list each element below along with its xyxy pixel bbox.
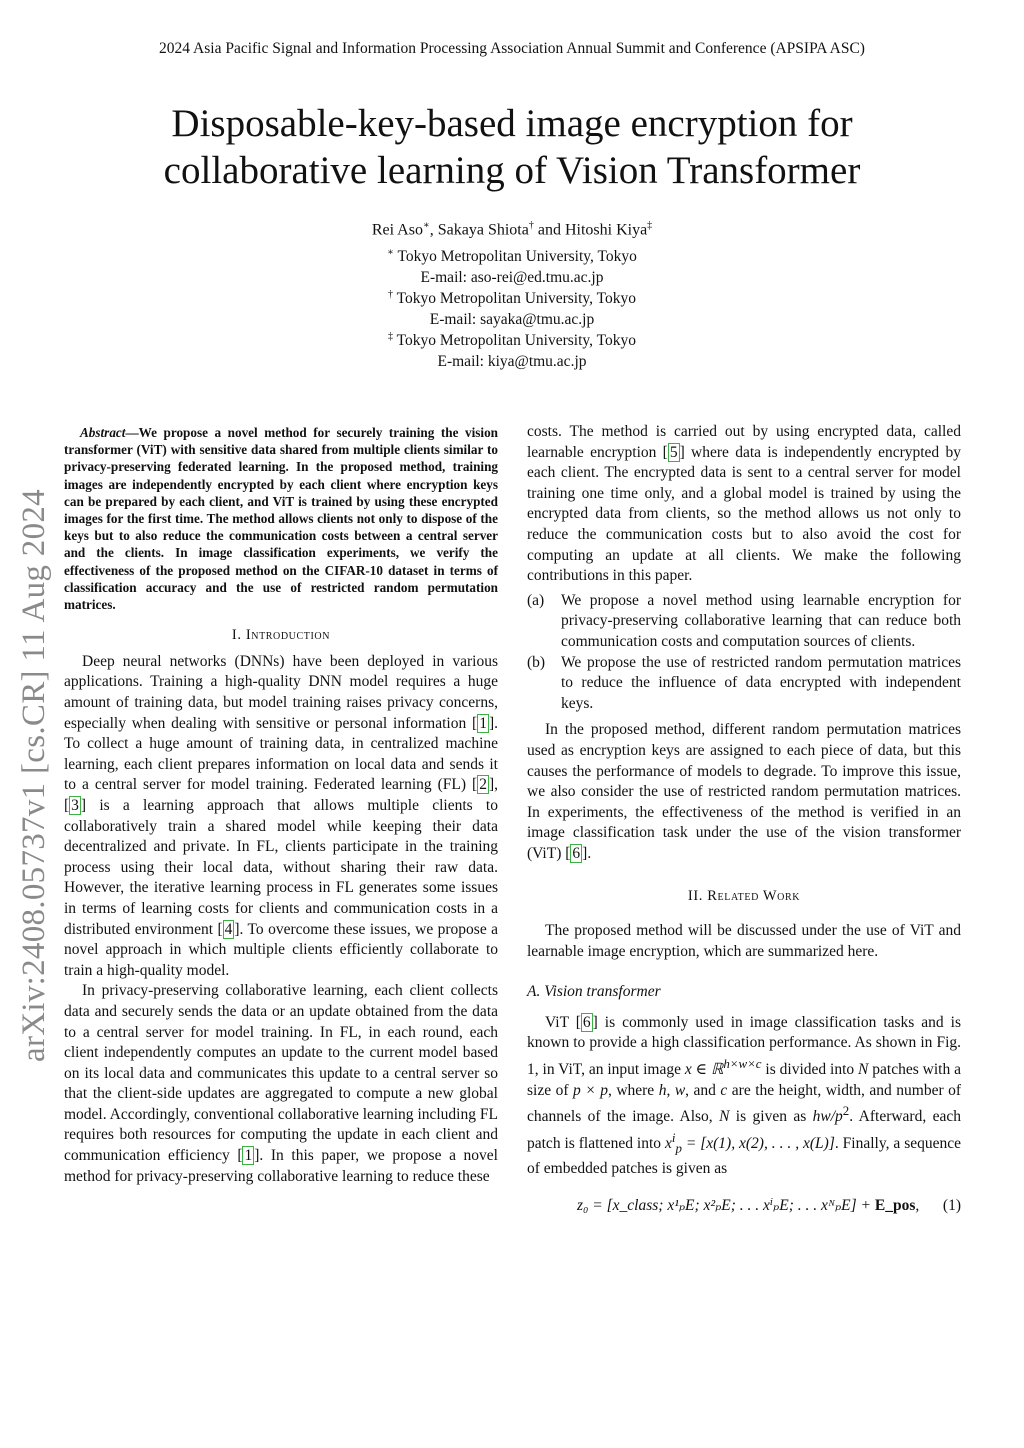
math-inline: = [x(1), x(2), . . . , x(L)] — [681, 1135, 835, 1153]
related-work-intro: The proposed method will be discussed under the use of ViT and learnable image encryption, which are summarized here. — [527, 922, 961, 960]
contribution-list — [527, 591, 961, 715]
text-run: ], [ — [64, 776, 498, 814]
author-joiner: and — [537, 221, 561, 239]
affiliation-mark: ‡ — [388, 331, 394, 342]
section-heading-introduction — [64, 625, 498, 646]
text-run: . Finally, a sequence of embedded patches is given as — [527, 1135, 961, 1177]
math-inline: w — [674, 1081, 686, 1099]
text-run: ] where data is independently encrypted by each client. The encrypted data is sent to a central server for model training one time only, and a global model is trained by using the encrypted data from clients, so the method allows us not only to reduce the communication costs but to also avoid the cost for computing an update at all clients. We make the following contributions in this paper. — [527, 443, 961, 585]
citation-link[interactable]: 3 — [71, 796, 79, 814]
section-heading-related-work — [527, 886, 961, 907]
author-2: Sakaya Shiota — [437, 221, 529, 239]
section-title: Related Work — [707, 888, 801, 905]
list-label: (a) — [527, 591, 545, 609]
text-run: , — [666, 1081, 675, 1099]
section-number: II. — [687, 888, 704, 905]
text-run: In the proposed method, different random permutation matrices used as encryption keys are assigned to each piece of data, but this causes the performance of models to degrade. To improve this issue, we also consider the use of restricted random permutation matrices. In experiments, the effectiveness of the method is verified in an image classification task under the use of the vision transformer (ViT) [ — [527, 721, 961, 862]
section-number: I. — [231, 627, 242, 644]
list-label: (b) — [527, 653, 546, 671]
author-3: Hitoshi Kiya — [564, 221, 648, 239]
affiliation-3 — [0, 326, 1024, 372]
subsection-heading: A. Vision transformer — [527, 983, 661, 1001]
title-line-2: collaborative learning of Vision Transformer — [163, 149, 861, 192]
citation-link[interactable]: 1 — [244, 1147, 253, 1165]
paper-title — [60, 100, 964, 194]
text-run: ]. In this paper, we propose a novel method for privacy-preserving collaborative learning to reduce these — [64, 1147, 498, 1185]
list-item — [527, 591, 961, 653]
affiliation-org: Tokyo Metropolitan University, Tokyo — [397, 248, 637, 266]
citation-link[interactable]: 6 — [572, 844, 581, 862]
math-subscript: p — [675, 1140, 682, 1156]
abstract-body: —We propose a novel method for securely training the vision transformer (ViT) with sensitive data shared from multiple clients similar to privacy-preserving federated learning. In the proposed method, training images are independently encrypted by each client where encryption keys can be prepared by each client, and ViT is trained by using these encrypted images for the first time. The method allows clients not only to dispose of the keys but to also reduce the communication costs between a central server and the clients. In image classification experiments, we verify the effectiveness of the proposed method on the CIFAR-10 dataset in terms of classification accuracy and the use of restricted random permutation matrices. — [64, 425, 498, 613]
text-run: ]. To overcome these issues, we propose a novel approach in which multiple clients efficiently collaborate to train a high-quality model. — [64, 920, 498, 979]
arxiv-identifier: arXiv:2408.05737v1 [cs.CR] 11 Aug 2024 — [16, 489, 52, 1062]
text-run: ] is commonly used in image classification tasks and is known to provide a high classification performance. As shown in Fig. 1, in ViT, an input image — [527, 1013, 961, 1079]
text-run: ViT [ — [545, 1013, 581, 1031]
vit-paragraph — [527, 1013, 961, 1180]
intro-paragraph-1 — [64, 652, 498, 982]
title-line-1: Disposable-key-based image encryption for — [171, 102, 853, 145]
affiliation-email: E-mail: sayaka@tmu.ac.jp — [429, 311, 595, 329]
author-2-mark: † — [528, 220, 534, 231]
citation-link[interactable]: 2 — [479, 776, 487, 794]
abstract-lead: Abstract — [80, 425, 126, 440]
math-inline: x ∈ ℝ — [684, 1061, 724, 1079]
text-run: Deep neural networks (DNNs) have been deployed in various applications. Training a high-quality DNN model requires a huge amount of training data, but model training raises privacy concerns, especially when dealing with sensitive or personal information [ — [64, 652, 498, 732]
math-inline: h — [658, 1081, 667, 1099]
affiliation-email: E-mail: aso-rei@ed.tmu.ac.jp — [420, 269, 604, 287]
affiliation-2 — [0, 284, 1024, 330]
text-run: is given as — [729, 1108, 813, 1126]
math-inline: p × p — [573, 1081, 608, 1099]
affiliation-org: Tokyo Metropolitan University, Tokyo — [396, 332, 636, 350]
math-superscript: i — [671, 1130, 676, 1146]
conference-header: 2024 Asia Pacific Signal and Information Processing Association Annual Summit and Conference (APSIPA ASC) — [159, 40, 865, 57]
citation-link[interactable]: 6 — [582, 1013, 591, 1031]
list-item — [527, 653, 961, 715]
math-inline: x — [664, 1135, 672, 1153]
affiliation-1 — [0, 242, 1024, 288]
equation-1 — [527, 1196, 961, 1217]
list-text: We propose a novel method using learnable encryption for privacy-preserving collaborative learning that can reduce both communication costs and computation sources of clients. — [561, 591, 961, 650]
affiliation-org: Tokyo Metropolitan University, Tokyo — [396, 290, 636, 308]
text-run: ]. — [582, 844, 592, 862]
text-run: costs. The method is carried out by using encrypted data, called learnable encryption [ — [527, 423, 961, 461]
math-inline: c — [720, 1081, 728, 1099]
text-run: ]. To collect a huge amount of training data, in centralized machine learning, each client prepares information on local data and sends it to a central server for model training. Federated learning (FL) [ — [64, 714, 498, 794]
author-3-mark: ‡ — [647, 220, 653, 231]
math-superscript: 2 — [842, 1103, 850, 1119]
equation-tail: , — [915, 1196, 920, 1214]
abstract — [64, 424, 498, 613]
equation-body — [527, 1196, 919, 1217]
text-run: ] is a learning approach that allows multiple clients to collaboratively train a shared model while keeping their data decentralized and private. In FL, clients participate in the training process using their local data, without sharing their raw data. However, the iterative learning process in FL generates some issues in terms of learning costs for clients and communication costs in a distributed environment [ — [64, 796, 498, 938]
contribution-paragraph — [527, 422, 961, 587]
math-inline: hw/p — [812, 1108, 843, 1126]
citation-link[interactable]: 4 — [224, 920, 233, 938]
text-run: patches with a size of — [527, 1061, 961, 1099]
text-run: is divided into — [761, 1061, 859, 1079]
math-superscript: h×w×c — [723, 1056, 762, 1072]
right-column — [527, 422, 961, 1216]
equation-number: (1) — [942, 1196, 961, 1214]
citation-link[interactable]: 5 — [669, 443, 678, 461]
method-paragraph — [527, 720, 961, 864]
text-run: are the height, width, and number of channels of the image. Also, — [527, 1081, 962, 1126]
list-text: We propose the use of restricted random permutation matrices to reduce the influence of data encrypted with independent keys. — [561, 653, 961, 712]
author-1: Rei Aso — [371, 221, 423, 239]
math-inline: N — [719, 1108, 730, 1126]
left-column — [64, 424, 498, 1187]
text-run: , and — [685, 1081, 721, 1099]
equation-bold-term: E_pos — [874, 1196, 916, 1214]
affiliation-email: E-mail: kiya@tmu.ac.jp — [437, 353, 587, 371]
affiliation-mark: ∗ — [387, 247, 394, 258]
math-inline: N — [858, 1061, 869, 1079]
author-1-mark: ∗ — [422, 220, 430, 231]
equation-text: z₀ = [x_class; x¹ₚE; x²ₚE; . . . xⁱₚE; . . . xᴺₚE] + — [577, 1196, 875, 1214]
intro-paragraph-2 — [64, 981, 498, 1187]
affiliation-mark: † — [388, 289, 394, 300]
text-run: . Afterward, each patch is flattened into — [527, 1108, 961, 1153]
section-title: Introduction — [245, 627, 331, 644]
author-list: Rei Aso∗, Sakaya Shiota† and Hitoshi Kiya‡ — [371, 220, 653, 239]
text-run: In privacy-preserving collaborative learning, each client collects data and securely sends the data or an update obtained from the data to a central server for model training. In FL, in each round, each client independently computes an update to the current model based on its local data and communicates this update to a central server so that the client-side updates are aggregated to compute a new global model. Accordingly, conventional collaborative learning including FL requires both resources for computing the update in each client and communication efficiency [ — [64, 982, 498, 1165]
citation-link[interactable]: 1 — [479, 714, 487, 732]
text-run: , where — [607, 1081, 659, 1099]
